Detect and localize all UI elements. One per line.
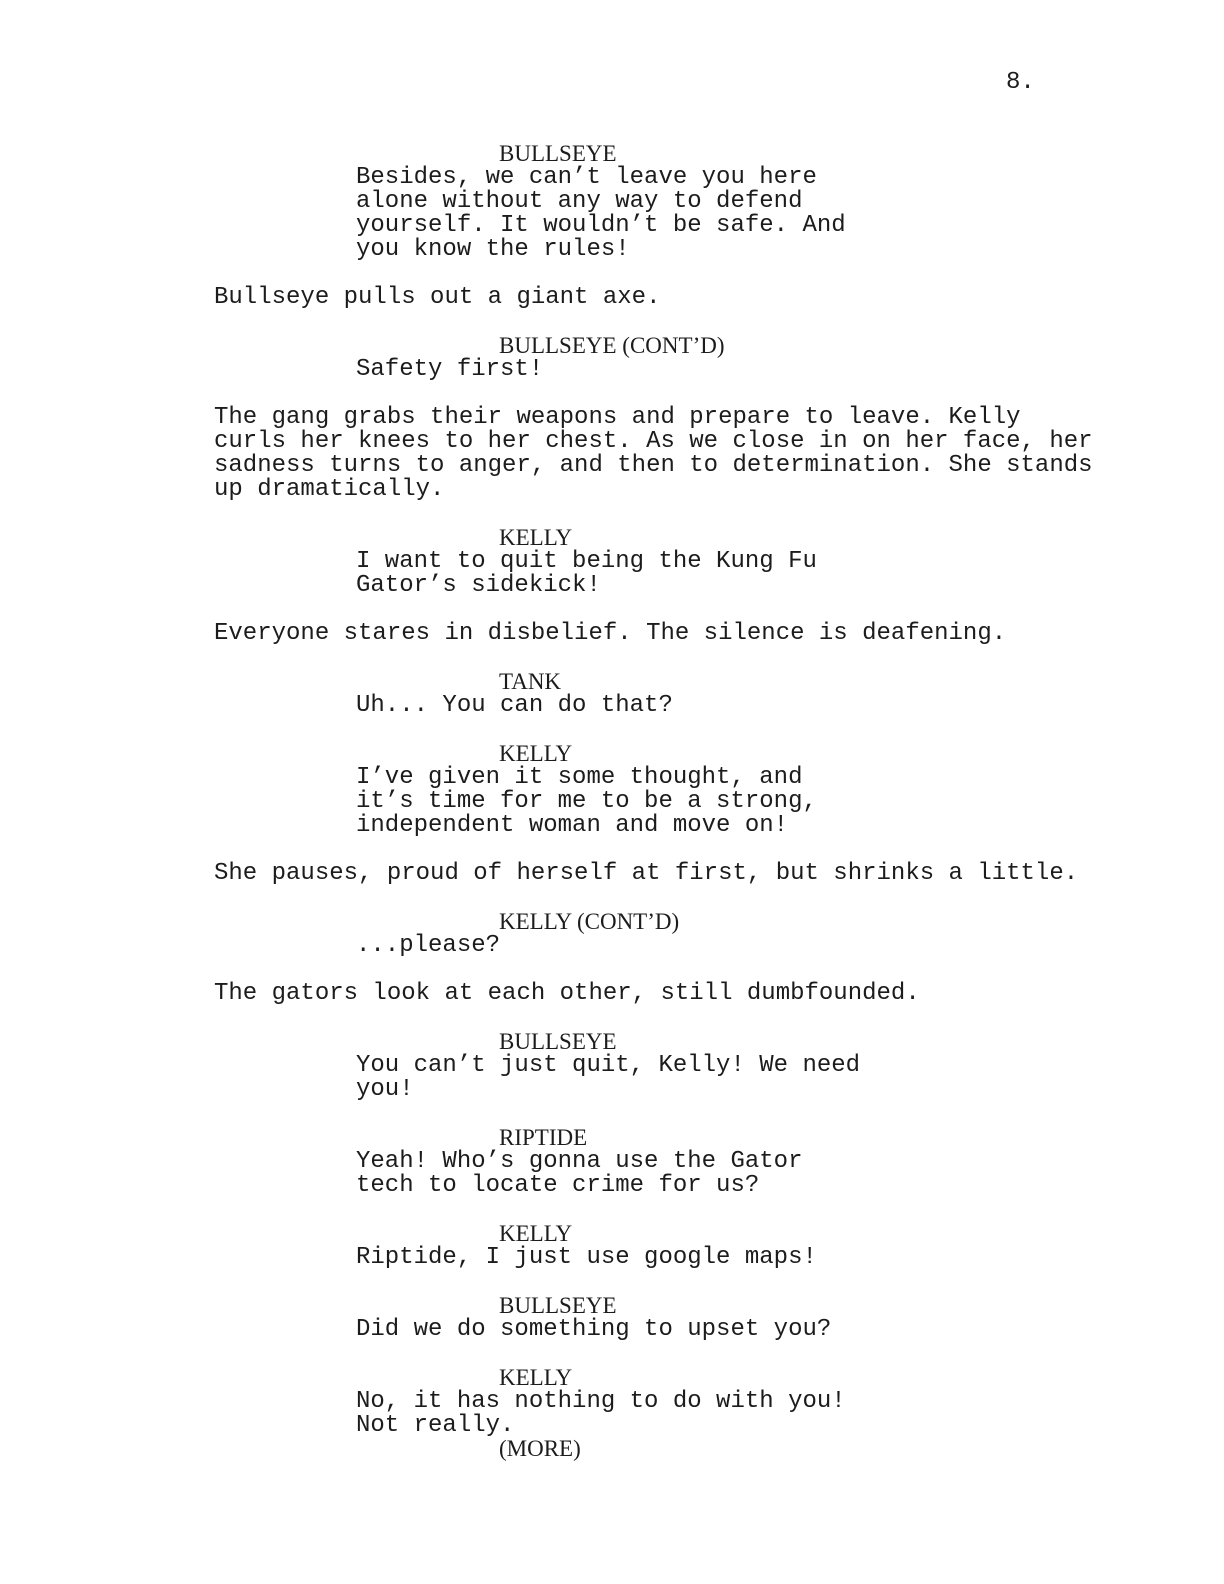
- action-line: She pauses, proud of herself at first, but shrinks a little.: [214, 860, 1079, 887]
- more-continuation: (MORE): [499, 1436, 581, 1461]
- dialogue: Besides, we can’t leave you here alone without any way to defend yourself. It wouldn’t be safe. And you know the rules!: [356, 164, 846, 263]
- spacer: [0, 1198, 1224, 1222]
- spacer: [0, 502, 1224, 526]
- spacer: [0, 598, 1224, 622]
- dialogue: You can’t just quit, Kelly! We need you!: [356, 1052, 861, 1103]
- action-line: Everyone stares in disbelief. The silence is deafening.: [214, 620, 1007, 647]
- character-cue: BULLSEYE: [499, 1293, 617, 1318]
- dialogue: Safety first!: [356, 356, 544, 383]
- character-cue: KELLY: [499, 525, 573, 550]
- dialogue: No, it has nothing to do with you! Not really.: [356, 1388, 846, 1439]
- character-cue: RIPTIDE: [499, 1125, 588, 1150]
- character-cue: BULLSEYE: [499, 1029, 617, 1054]
- spacer: [0, 310, 1224, 334]
- dialogue: I’ve given it some thought, and it’s time for me to be a strong, independent woman and move on!: [356, 764, 817, 839]
- screenplay-body: [0, 142, 1224, 1460]
- action-line: The gang grabs their weapons and prepare to leave. Kelly curls her knees to her chest. As we close in on her face, her sadness turns to anger, and then to determination. She stands up dramatically.: [214, 404, 1093, 503]
- page-number: 8.: [1006, 69, 1035, 96]
- spacer: [0, 958, 1224, 982]
- character-cue: BULLSEYE: [499, 141, 617, 166]
- dialogue: Uh... You can do that?: [356, 692, 673, 719]
- dialogue: ...please?: [356, 932, 501, 959]
- character-cue: BULLSEYE (CONT’D): [499, 333, 725, 358]
- spacer: [0, 646, 1224, 670]
- spacer: [0, 886, 1224, 910]
- character-cue: KELLY: [499, 1221, 573, 1246]
- character-cue: TANK: [499, 669, 562, 694]
- spacer: [0, 1102, 1224, 1126]
- spacer: [0, 1342, 1224, 1366]
- spacer: [0, 718, 1224, 742]
- action-line: Bullseye pulls out a giant axe.: [214, 284, 661, 311]
- spacer: [0, 382, 1224, 406]
- dialogue: I want to quit being the Kung Fu Gator’s sidekick!: [356, 548, 817, 599]
- character-cue: KELLY (CONT’D): [499, 909, 680, 934]
- character-cue: KELLY: [499, 741, 573, 766]
- action-line: The gators look at each other, still dumbfounded.: [214, 980, 920, 1007]
- spacer: [0, 838, 1224, 862]
- dialogue: Did we do something to upset you?: [356, 1316, 832, 1343]
- character-cue: KELLY: [499, 1365, 573, 1390]
- dialogue: Yeah! Who’s gonna use the Gator tech to locate crime for us?: [356, 1148, 803, 1199]
- dialogue: Riptide, I just use google maps!: [356, 1244, 817, 1271]
- spacer: [0, 1006, 1224, 1030]
- spacer: [0, 1270, 1224, 1294]
- spacer: [0, 262, 1224, 286]
